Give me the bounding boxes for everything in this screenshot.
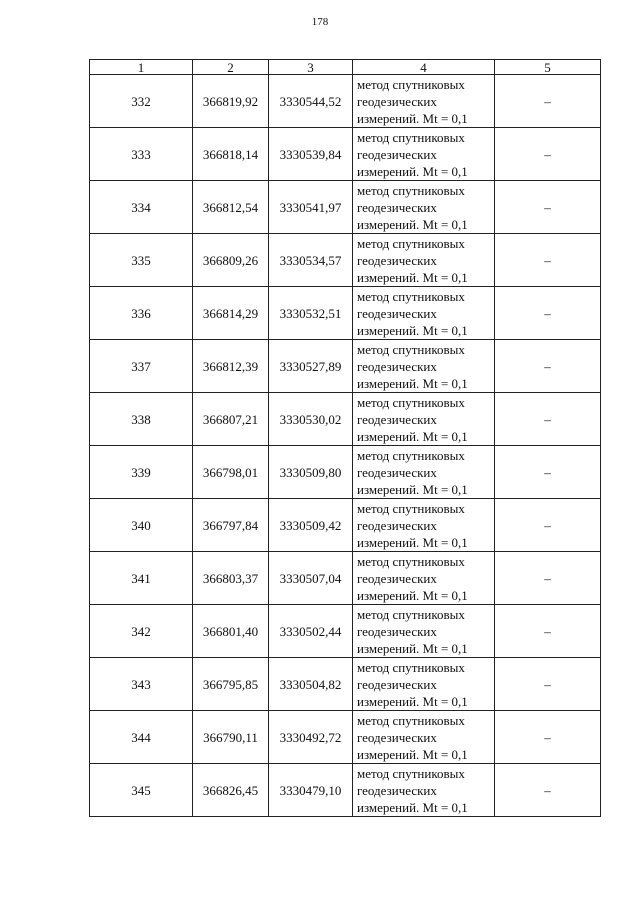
- column-header-5: 5: [495, 60, 601, 75]
- point-number-cell: 339: [90, 446, 193, 499]
- table-row: [90, 340, 601, 393]
- method-cell: метод спутниковых геодезических измерений. Mt = 0,1: [353, 181, 495, 234]
- point-number-cell: 336: [90, 287, 193, 340]
- method-cell: метод спутниковых геодезических измерений. Mt = 0,1: [353, 393, 495, 446]
- column-header-2: 2: [193, 60, 269, 75]
- note-cell: –: [495, 75, 601, 128]
- table-row: [90, 287, 601, 340]
- y-coordinate-cell: 3330509,42: [269, 499, 353, 552]
- x-coordinate-cell: 366797,84: [193, 499, 269, 552]
- method-cell: метод спутниковых геодезических измерений. Mt = 0,1: [353, 658, 495, 711]
- table-body: [90, 75, 601, 817]
- note-cell: –: [495, 181, 601, 234]
- table-row: [90, 393, 601, 446]
- x-coordinate-cell: 366826,45: [193, 764, 269, 817]
- x-coordinate-cell: 366798,01: [193, 446, 269, 499]
- note-cell: –: [495, 552, 601, 605]
- table-row: [90, 499, 601, 552]
- note-cell: –: [495, 128, 601, 181]
- x-coordinate-cell: 366809,26: [193, 234, 269, 287]
- method-cell: метод спутниковых геодезических измерений. Mt = 0,1: [353, 234, 495, 287]
- x-coordinate-cell: 366819,92: [193, 75, 269, 128]
- note-cell: –: [495, 393, 601, 446]
- point-number-cell: 345: [90, 764, 193, 817]
- y-coordinate-cell: 3330504,82: [269, 658, 353, 711]
- note-cell: –: [495, 234, 601, 287]
- method-cell: метод спутниковых геодезических измерений. Mt = 0,1: [353, 764, 495, 817]
- page-number: 178: [311, 16, 329, 28]
- y-coordinate-cell: 3330527,89: [269, 340, 353, 393]
- method-cell: метод спутниковых геодезических измерений. Mt = 0,1: [353, 75, 495, 128]
- point-number-cell: 337: [90, 340, 193, 393]
- x-coordinate-cell: 366795,85: [193, 658, 269, 711]
- point-number-cell: 342: [90, 605, 193, 658]
- y-coordinate-cell: 3330532,51: [269, 287, 353, 340]
- table-row: [90, 181, 601, 234]
- method-cell: метод спутниковых геодезических измерений. Mt = 0,1: [353, 340, 495, 393]
- note-cell: –: [495, 340, 601, 393]
- table-row: [90, 605, 601, 658]
- y-coordinate-cell: 3330492,72: [269, 711, 353, 764]
- method-cell: метод спутниковых геодезических измерений. Mt = 0,1: [353, 287, 495, 340]
- x-coordinate-cell: 366803,37: [193, 552, 269, 605]
- method-cell: метод спутниковых геодезических измерений. Mt = 0,1: [353, 446, 495, 499]
- y-coordinate-cell: 3330530,02: [269, 393, 353, 446]
- point-number-cell: 332: [90, 75, 193, 128]
- y-coordinate-cell: 3330507,04: [269, 552, 353, 605]
- note-cell: –: [495, 658, 601, 711]
- x-coordinate-cell: 366790,11: [193, 711, 269, 764]
- y-coordinate-cell: 3330544,52: [269, 75, 353, 128]
- table-row: [90, 75, 601, 128]
- point-number-cell: 334: [90, 181, 193, 234]
- column-header-1: 1: [90, 60, 193, 75]
- point-number-cell: 340: [90, 499, 193, 552]
- y-coordinate-cell: 3330479,10: [269, 764, 353, 817]
- table-row: [90, 234, 601, 287]
- note-cell: –: [495, 499, 601, 552]
- x-coordinate-cell: 366818,14: [193, 128, 269, 181]
- x-coordinate-cell: 366814,29: [193, 287, 269, 340]
- y-coordinate-cell: 3330539,84: [269, 128, 353, 181]
- x-coordinate-cell: 366812,54: [193, 181, 269, 234]
- column-header-4: 4: [353, 60, 495, 75]
- point-number-cell: 333: [90, 128, 193, 181]
- point-number-cell: 343: [90, 658, 193, 711]
- y-coordinate-cell: 3330541,97: [269, 181, 353, 234]
- table-row: [90, 446, 601, 499]
- x-coordinate-cell: 366812,39: [193, 340, 269, 393]
- y-coordinate-cell: 3330509,80: [269, 446, 353, 499]
- method-cell: метод спутниковых геодезических измерений. Mt = 0,1: [353, 128, 495, 181]
- header-row: [90, 60, 601, 75]
- y-coordinate-cell: 3330534,57: [269, 234, 353, 287]
- table-row: [90, 552, 601, 605]
- method-cell: метод спутниковых геодезических измерений. Mt = 0,1: [353, 552, 495, 605]
- table-row: [90, 711, 601, 764]
- table-row: [90, 764, 601, 817]
- note-cell: –: [495, 764, 601, 817]
- point-number-cell: 338: [90, 393, 193, 446]
- point-number-cell: 335: [90, 234, 193, 287]
- note-cell: –: [495, 605, 601, 658]
- note-cell: –: [495, 711, 601, 764]
- note-cell: –: [495, 446, 601, 499]
- y-coordinate-cell: 3330502,44: [269, 605, 353, 658]
- table-row: [90, 658, 601, 711]
- method-cell: метод спутниковых геодезических измерений. Mt = 0,1: [353, 499, 495, 552]
- x-coordinate-cell: 366801,40: [193, 605, 269, 658]
- x-coordinate-cell: 366807,21: [193, 393, 269, 446]
- method-cell: метод спутниковых геодезических измерений. Mt = 0,1: [353, 711, 495, 764]
- coordinates-table: [89, 59, 601, 817]
- point-number-cell: 341: [90, 552, 193, 605]
- table-row: [90, 128, 601, 181]
- note-cell: –: [495, 287, 601, 340]
- point-number-cell: 344: [90, 711, 193, 764]
- method-cell: метод спутниковых геодезических измерений. Mt = 0,1: [353, 605, 495, 658]
- column-header-3: 3: [269, 60, 353, 75]
